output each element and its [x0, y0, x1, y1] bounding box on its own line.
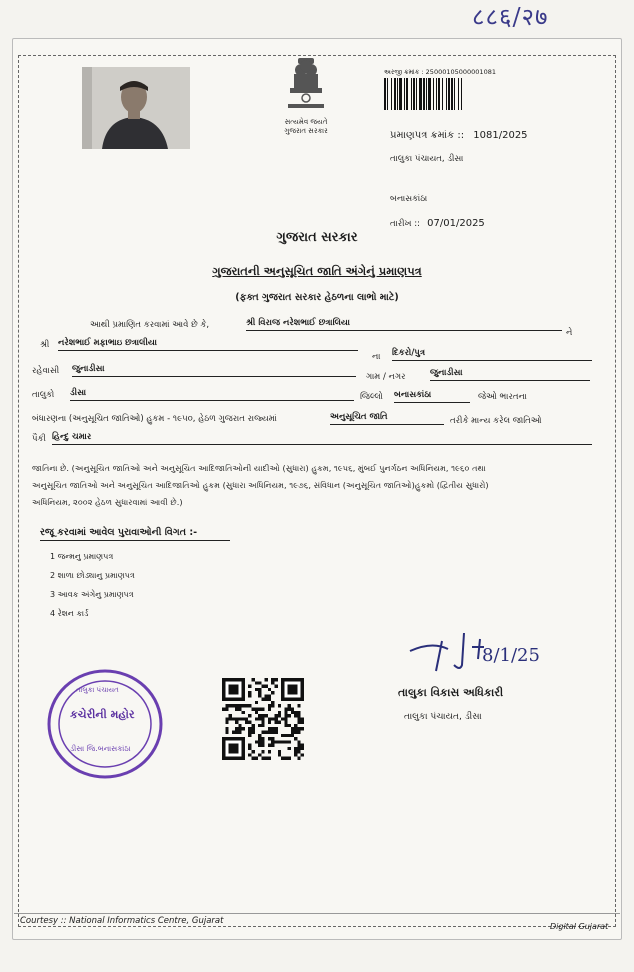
village-value: જુનાડીસા: [430, 368, 590, 381]
officer-office: તાલુકા પંચાયત, ડીસા: [404, 712, 482, 722]
document-item: 3 આવક અંગેનુ પ્રમાણપત્ર: [50, 590, 134, 599]
officer-signature: [402, 625, 562, 675]
legal-paragraph: [32, 460, 602, 511]
applicant-photo: [82, 67, 190, 149]
constitution-text: બંધારણના (અનુસૂચિત જાતિઓ) હુકમ - ૧૯૫૦, હેઠળ ગુજરાત રાજ્યમાં: [32, 414, 277, 424]
father-prefix: શ્રી: [40, 340, 50, 350]
district-label: જિલ્લો: [360, 392, 383, 402]
certify-suffix: ને: [566, 328, 573, 338]
certificate-number-label: પ્રમાણપત્ર ક્રમાંક ::: [390, 130, 465, 141]
legal-paragraph-line-2: અનુસૂચિત જાતિઓ અને અનુસૂચિત આદિજાતિઓ હુકમ (સુધારા અધિનિયમ, ૧૯૭૬, સંવિધાન (અનુસૂચિત જાતિઓ)હુકમો (દ્વિતીય સુધારો): [32, 480, 489, 490]
resident-value: જુનાડીસા: [72, 364, 356, 377]
resident-label: રહેવાસી: [32, 366, 60, 376]
corner-handwritten-note: ८८६/२७: [472, 3, 549, 31]
issuing-office: તાલુકા પંચાયત, ડીસા: [390, 154, 464, 164]
subcaste-value: હિન્દુ ચમાર: [52, 432, 592, 445]
legal-paragraph-line-3: અધિનિયમ, ૨૦૦૨ હેઠળ સુધારવામાં આવી છે.): [32, 497, 183, 507]
father-name: નરેશભાઈ મફાભાઇ છત્રાલીયા: [58, 338, 358, 351]
relation-prefix: ના: [372, 352, 381, 362]
certificate-number-value: 1081/2025: [473, 130, 528, 141]
footer-digital-gujarat: Digital Gujarat: [550, 922, 609, 931]
taluka-value: ડીસા: [70, 388, 354, 401]
seal-text-center: કચેરીની મહોર: [70, 708, 135, 721]
issue-date-label: તારીખ ::: [390, 219, 420, 229]
office-seal: [46, 668, 164, 780]
issue-date-value: 07/01/2025: [427, 218, 485, 229]
subcaste-label: પૈકી: [32, 434, 46, 444]
seal-text-bottom: ડીસા જિ.બનાસકાંઠા: [70, 744, 131, 753]
heading-certificate-title: ગુજરાતની અનુસૂચિત જાતિ અંગેનું પ્રમાણપત્ર: [212, 264, 422, 278]
seal-text-top: તાલુકા પંચાયત: [76, 686, 119, 694]
verification-qr-code: [222, 678, 304, 760]
issue-date: [390, 218, 485, 229]
certify-prefix: આથી પ્રમાણિત કરવામાં આવે છે કે,: [90, 320, 210, 330]
district-value: બનાસકાંઠા: [394, 390, 470, 403]
legal-paragraph-line-1: જાતિના છે. (અનુસૂચિત જાતિઓ અને અનુસૂચિત આદિજાતિઓની યાદીઓ (સુધારા) હુકમ, ૧૯૫૬, મુંબઈ પુનર્ગઠન અધિનિયમ, ૧૯૬૦ તથા: [32, 463, 486, 473]
state-text: જેઓ ભારતના: [478, 392, 527, 402]
officer-title: તાલુકા વિકાસ અધિકારી: [398, 686, 504, 699]
footer-courtesy: Courtesy :: National Informatics Centre, Gujarat: [20, 916, 224, 926]
village-label: ગામ / નગર: [366, 372, 406, 382]
document-item: 2 શાળા છોડ્યાનુ પ્રમાણપત્ર: [50, 571, 135, 580]
documents-heading: રજૂ કરવામાં આવેલ પુરાવાઓની વિગત :-: [40, 527, 230, 541]
district-header: બનાસકાંઠા: [390, 194, 428, 204]
document-item: 4 રેશન કાર્ડ: [50, 609, 89, 618]
heading-subtitle: (ફક્ત ગુજરાત સરકાર હેઠળના લાભો માટે): [235, 292, 399, 303]
documents-list: [50, 547, 135, 623]
relation-value: દિકરો/પુત્ર: [392, 348, 592, 361]
document-item: 1 જન્મનુ પ્રમાણપત્ર: [50, 552, 114, 561]
heading-government: ગુજરાત સરકાર: [276, 230, 358, 245]
taluka-label: તાલુકો: [32, 390, 55, 400]
certificate-number: [390, 130, 528, 141]
footer-divider: [14, 913, 620, 914]
signature-date: 8/1/25: [482, 645, 540, 666]
applicant-name: શ્રી વિરાજ નરેશભાઈ છત્રાલિયા: [246, 318, 562, 331]
emblem-caption-motto: સત્યમેવ જયતે: [284, 118, 328, 126]
caste-type: અનુસૂચિત જાતિ: [330, 412, 444, 425]
national-emblem: [268, 52, 344, 137]
application-barcode: [384, 78, 520, 110]
recognized-text: તરીકે માન્ય કરેલ જાતિઓ: [450, 416, 542, 426]
emblem-caption-gov: ગુજરાત સરકાર: [284, 127, 328, 135]
barcode-label: અરજી ક્રમાંક : 25000105000001081: [384, 68, 496, 76]
